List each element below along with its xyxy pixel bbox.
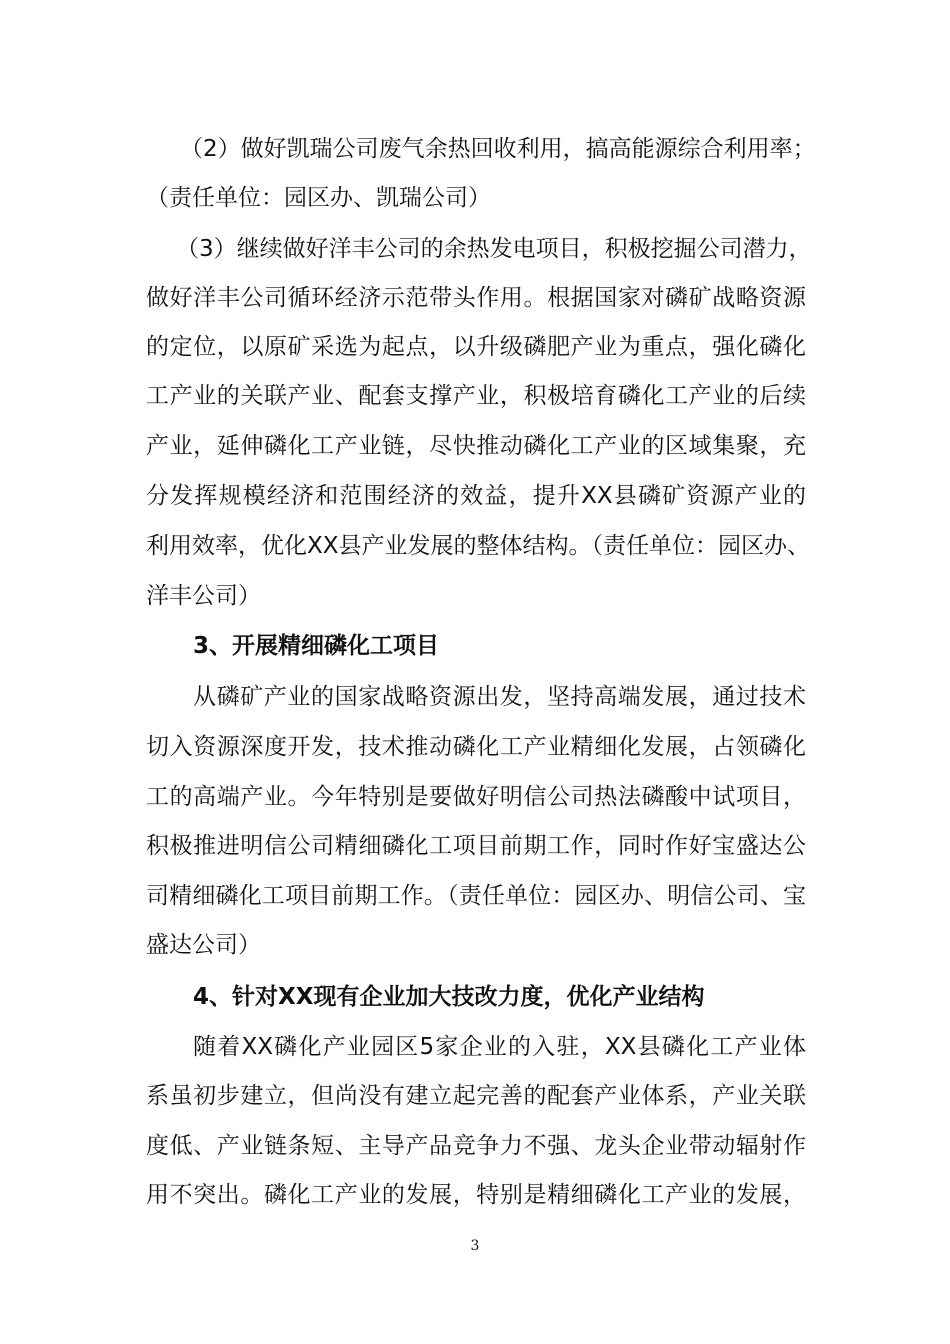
paragraph-line: 工的高端产业。今年特别是要做好明信公司热法磷酸中试项目， (146, 784, 806, 810)
paragraph-line: （2）做好凯瑞公司废气余热回收利用，搞高能源综合利用率； (180, 136, 816, 162)
paragraph-line: 做好洋丰公司循环经济示范带头作用。根据国家对磷矿战略资源 (146, 285, 806, 311)
paragraph-line: 工产业的关联产业、配套支撑产业，积极培育磷化工产业的后续 (146, 383, 806, 409)
section-heading: 4、针对XX现有企业加大技改力度，优化产业结构 (193, 984, 705, 1010)
paragraph-line: 分发挥规模经济和范围经济的效益，提升XX县磷矿资源产业的 (146, 483, 806, 509)
paragraph-line: 洋丰公司） (146, 583, 261, 609)
section-heading: 3、开展精细磷化工项目 (193, 633, 440, 659)
paragraph-line: 产业，延伸磷化工产业链，尽快推动磷化工产业的区域集聚，充 (146, 433, 806, 459)
paragraph-line: （3）继续做好洋丰公司的余热发电项目，积极挖掘公司潜力， (176, 236, 812, 262)
paragraph-line: 盛达公司） (146, 932, 261, 958)
page-number: 3 (470, 1238, 480, 1254)
paragraph-line: （责任单位：园区办、凯瑞公司） (146, 185, 491, 211)
paragraph-line: 切入资源深度开发，技术推动磷化工产业精细化发展，占领磷化 (146, 734, 806, 760)
paragraph-line: 度低、产业链条短、主导产品竞争力不强、龙头企业带动辐射作 (146, 1133, 806, 1159)
paragraph-line: 积极推进明信公司精细磷化工项目前期工作，同时作好宝盛达公 (146, 833, 806, 859)
paragraph-line: 的定位，以原矿采选为起点，以升级磷肥产业为重点，强化磷化 (146, 334, 806, 360)
paragraph-line: 司精细磷化工项目前期工作。（责任单位：园区办、明信公司、宝 (146, 883, 806, 909)
paragraph-line: 用不突出。磷化工产业的发展，特别是精细磷化工产业的发展， (146, 1182, 806, 1208)
paragraph-line: 从磷矿产业的国家战略资源出发，坚持高端发展，通过技术 (193, 684, 806, 710)
paragraph-line: 利用效率，优化XX县产业发展的整体结构。（责任单位：园区办、 (146, 533, 811, 559)
paragraph-line: 系虽初步建立，但尚没有建立起完善的配套产业体系，产业关联 (146, 1083, 806, 1109)
paragraph-line: 随着XX磷化产业园区5家企业的入驻，XX县磷化工产业体 (193, 1034, 806, 1060)
